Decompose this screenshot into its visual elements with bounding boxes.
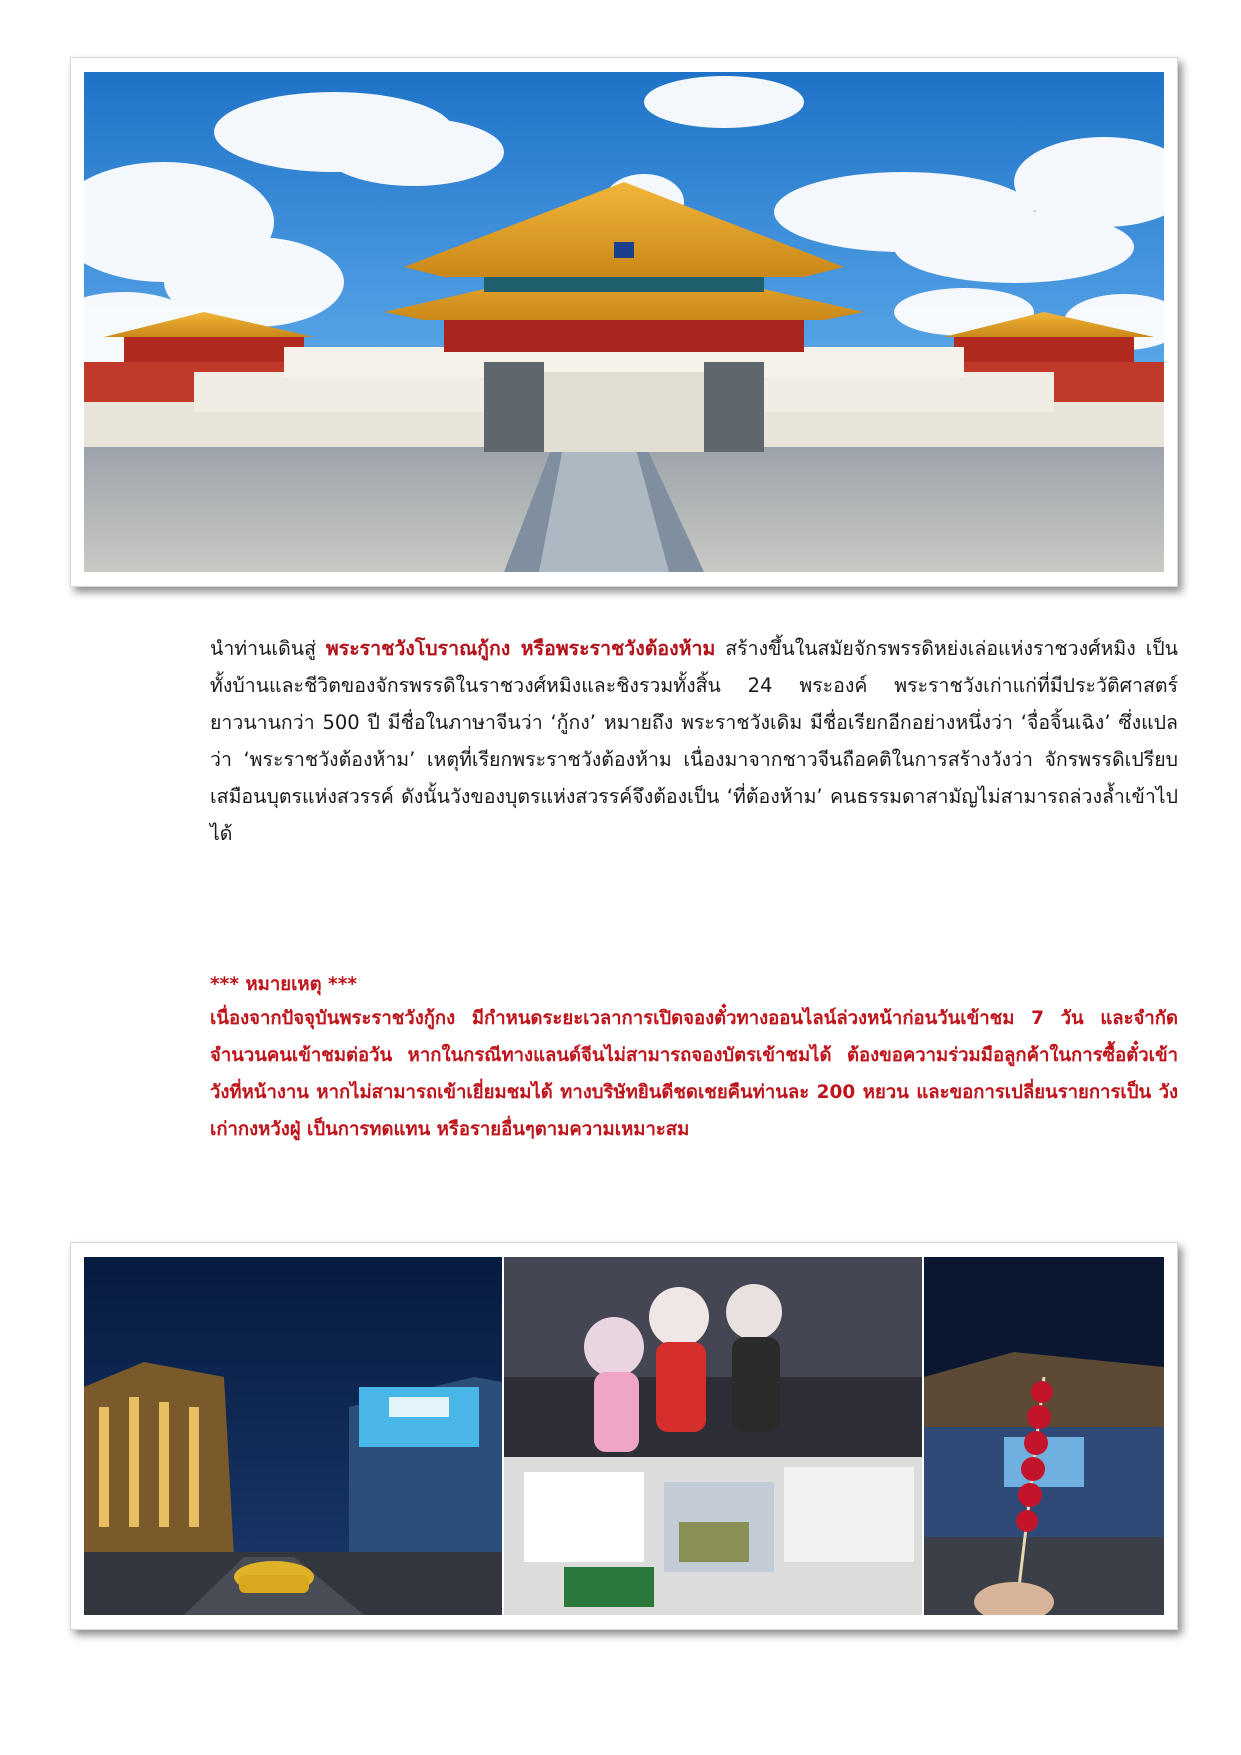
forbidden-city-photo (84, 72, 1164, 572)
night-street-illustration (84, 1257, 502, 1615)
night-street-photo (84, 1257, 502, 1615)
candied-hawthorn-photo (924, 1257, 1164, 1615)
intro-paragraph (210, 630, 1178, 852)
intro-lead: นำท่านเดินสู่ (210, 637, 326, 660)
photo-collage (84, 1257, 1164, 1615)
collage-photo-frame (70, 1242, 1178, 1630)
candied-hawthorn-illustration (924, 1257, 1164, 1615)
forbidden-city-illustration (84, 72, 1164, 572)
toy-exhibition-illustration (504, 1257, 922, 1615)
note-body: เนื่องจากปัจจุบันพระราชวังกู้กง มีกำหนดระยะเวลาการเปิดจองตั๋วทางออนไลน์ล่วงหน้าก่อนวันเข้าชม 7 วัน และจำกัดจำนวนคนเข้าชมต่อวัน หากในกรณีทางแลนด์จีนไม่สามารถจองบัตรเข้าชมได้ ต้องขอความร่วมมือลูกค้าในการซื้อตั๋วเข้าวังที่หน้างาน หากไม่สามารถเข้าเยี่ยมชมได้ ทางบริษัทยินดีชดเชยคืนท่านละ 200 หยวน และขอการเปลี่ยนรายการเป็น วังเก่ากงหวังฝู่ เป็นการทดแทน หรือรายอื่นๆตามความเหมาะสม (210, 1008, 1178, 1140)
toy-exhibition-photo (504, 1257, 922, 1615)
palace-photo-frame (70, 57, 1178, 587)
intro-body: สร้างขึ้นในสมัยจักรพรรดิหย่งเล่อแห่งราชวงศ์หมิง เป็นทั้งบ้านและชีวิตของจักรพรรดิในราชวงศ์หมิงและชิงรวมทั้งสิ้น 24 พระองค์ พระราชวังเก่าแก่ที่มีประวัติศาสตร์ยาวนานกว่า 500 ปี มีชื่อในภาษาจีนว่า ‘กู้กง’ หมายถึง พระราชวังเดิม มีชื่อเรียกอีกอย่างหนึ่งว่า ‘จื่อจิ้นเฉิง’ ซึ่งแปลว่า ‘พระราชวังต้องห้าม’ เหตุที่เรียกพระราชวังต้องห้าม เนื่องมาจากชาวจีนถือคติในการสร้างวังว่า จักรพรรดิเปรียบเสมือนบุตรแห่งสวรรค์ ดังนั้นวังของบุตรแห่งสวรรค์จึงต้องเป็น ‘ที่ต้องห้าม’ คนธรรมดาสามัญไม่สามารถล่วงล้ำเข้าไปได้ (210, 637, 1178, 845)
note-heading: *** หมายเหตุ *** (210, 974, 358, 995)
palace-name-highlight: พระราชวังโบราณกู้กง หรือพระราชวังต้องห้าม (325, 637, 716, 660)
